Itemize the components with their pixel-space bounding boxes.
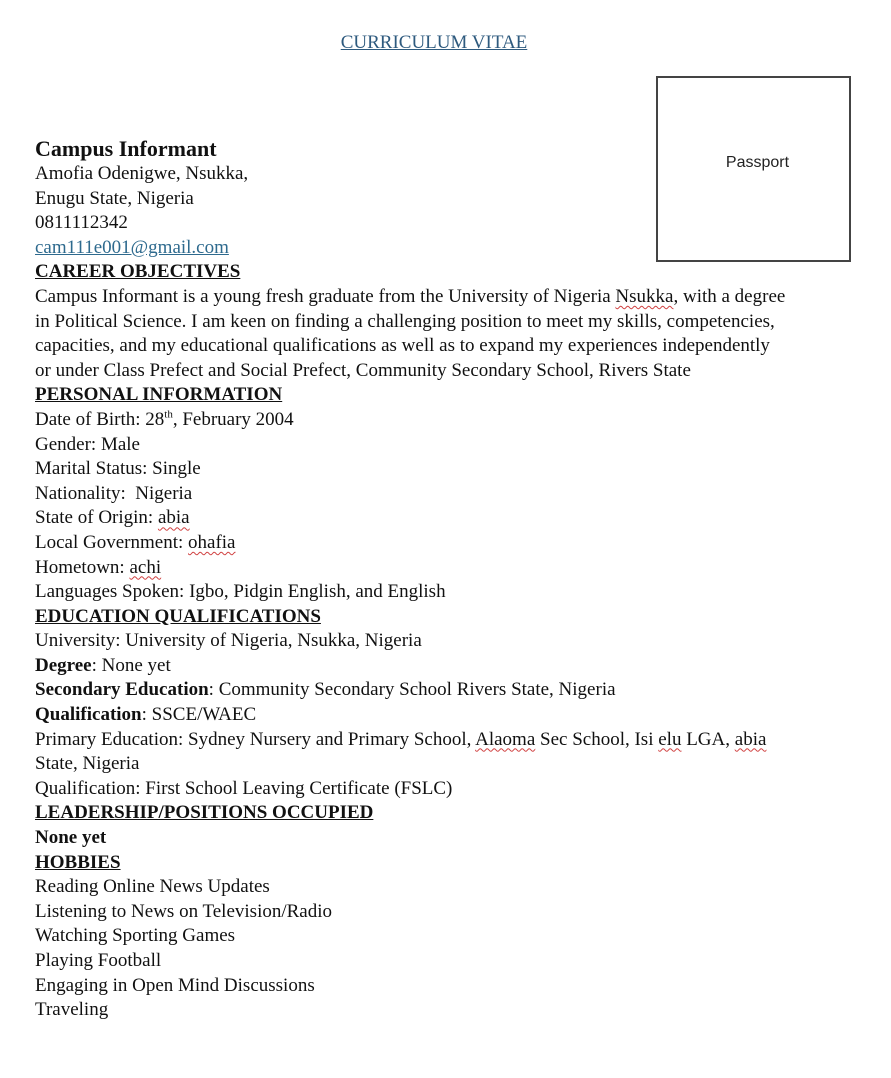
primary-qualification: Qualification: First School Leaving Certificate (FSLC)	[35, 777, 453, 799]
email-link[interactable]: cam111e001@gmail.com	[35, 236, 229, 258]
hobby-item: Traveling	[35, 999, 109, 1021]
gender: Gender: Male	[35, 433, 140, 455]
career-objective-line: Campus Informant is a young fresh graduate from the University of Nigeria Nsukka, with a degree	[35, 285, 786, 307]
spellcheck-word: Nsukka	[615, 285, 674, 307]
cv-body	[35, 135, 845, 1023]
local-government: Local Government: ohafia	[35, 531, 236, 553]
hobby-item: Playing Football	[35, 950, 162, 971]
primary-education: Primary Education: Sydney Nursery and Primary School, Alaoma Sec School, Isi elu LGA, abia	[35, 728, 767, 750]
university: University: University of Nigeria, Nsukka, Nigeria	[35, 630, 422, 652]
secondary-qualification: Qualification: SSCE/WAEC	[35, 704, 257, 726]
languages-spoken: Languages Spoken: Igbo, Pidgin English, and English	[35, 581, 446, 603]
hobby-item: Listening to News on Television/Radio	[35, 900, 333, 922]
phone-number: 0811112342	[35, 212, 128, 234]
education-heading: EDUCATION QUALIFICATIONS	[35, 605, 321, 627]
marital-status: Marital Status: Single	[35, 458, 201, 480]
career-objective-line: capacities, and my educational qualifications as well as to expand my experiences independently	[35, 335, 770, 357]
leadership-value: None yet	[35, 827, 107, 849]
hobby-item: Engaging in Open Mind Discussions	[35, 974, 315, 996]
candidate-name: Campus Informant	[35, 136, 217, 161]
career-objective-line: in Political Science. I am keen on finding a challenging position to meet my skills, competencies,	[35, 310, 775, 332]
address-line-1: Amofia Odenigwe, Nsukka,	[35, 163, 249, 184]
degree: Degree: None yet	[35, 654, 171, 676]
state-of-origin: State of Origin: abia	[35, 507, 190, 529]
hobbies-heading: HOBBIES	[35, 851, 121, 873]
secondary-education: Secondary Education: Community Secondary School Rivers State, Nigeria	[35, 679, 616, 701]
career-objectives-heading: CAREER OBJECTIVES	[35, 261, 241, 283]
passport-label: Passport	[725, 154, 790, 171]
date-of-birth: Date of Birth: 28th, February 2004	[35, 408, 294, 430]
nationality: Nationality: Nigeria	[35, 482, 193, 504]
hobby-item: Watching Sporting Games	[35, 925, 236, 947]
hometown: Hometown: achi	[35, 556, 162, 578]
document-title: CURRICULUM VITAE	[340, 32, 528, 53]
hobby-item: Reading Online News Updates	[35, 876, 270, 898]
personal-information-heading: PERSONAL INFORMATION	[35, 384, 283, 406]
leadership-heading: LEADERSHIP/POSITIONS OCCUPIED	[35, 802, 374, 824]
address-line-2: Enugu State, Nigeria	[35, 187, 194, 209]
primary-education-continued: State, Nigeria	[35, 753, 140, 775]
career-objective-line: or under Class Prefect and Social Prefect, Community Secondary School, Rivers State	[35, 359, 691, 381]
